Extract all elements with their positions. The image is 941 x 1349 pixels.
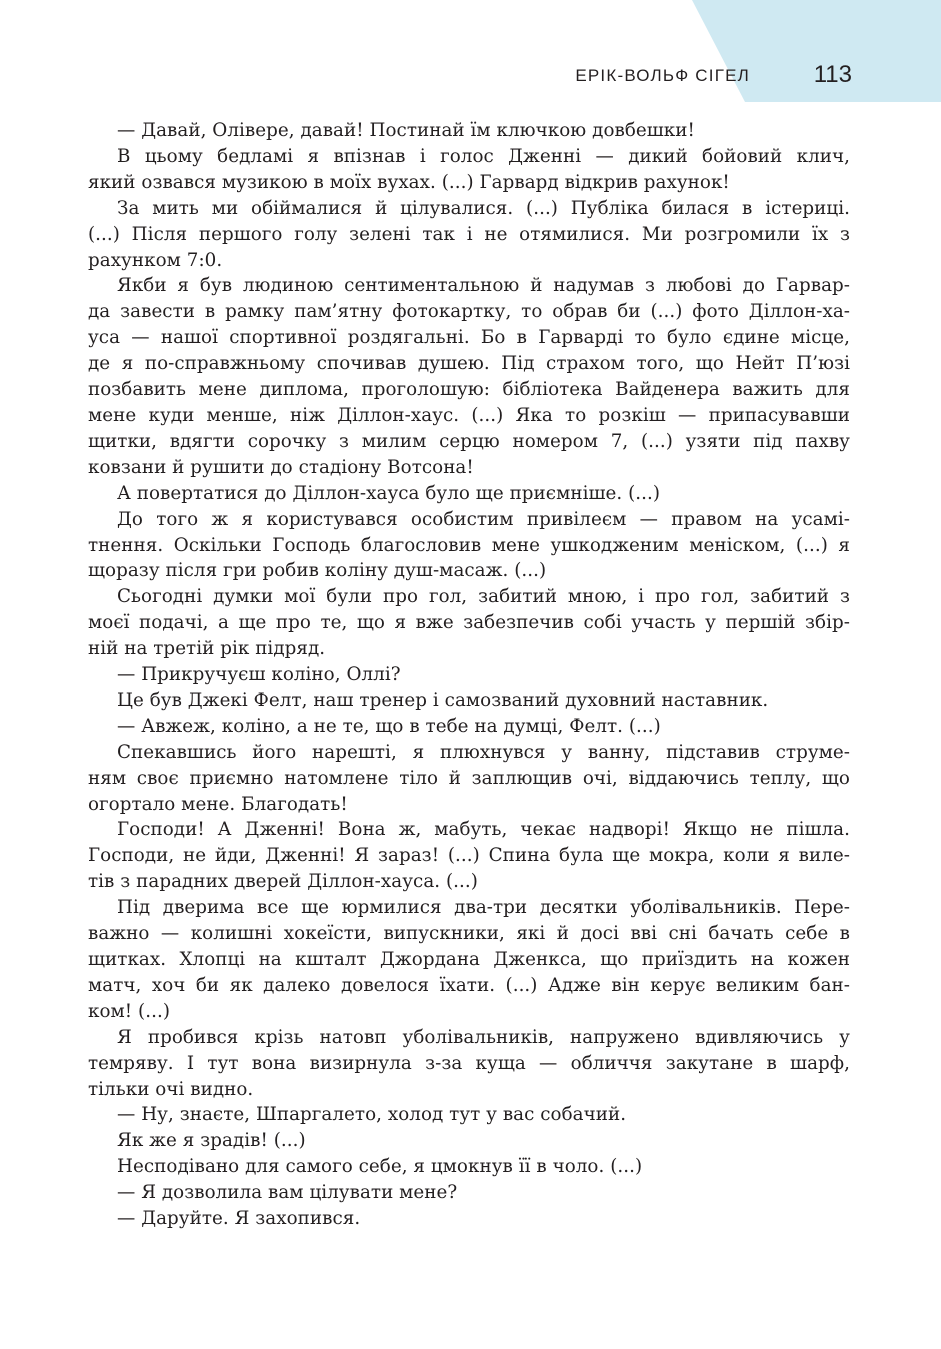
paragraph — [88, 273, 850, 480]
text-line: моєї подачі, а ще про те, що я вже забезпечив собі участь у першій збір- — [88, 612, 850, 634]
text-line: — Даруйте. Я захопився. — [117, 1208, 361, 1230]
text-line: уса — нашої спортивної роздягальні. Бо в Гарварді то було єдине місце, — [88, 327, 850, 349]
paragraph — [117, 481, 850, 507]
paragraph — [117, 1180, 850, 1206]
text-line: Господи, не йди, Дженні! Я зараз! (...) Спина була ще мокра, коли я вилe- — [88, 845, 850, 867]
text-line: — Я дозволила вам цілувати мене? — [117, 1182, 458, 1204]
text-line: — Авжеж, коліно, а не те, що в тебе на думці, Фелт. (...) — [117, 715, 661, 737]
text-line: тільки очі видно. — [88, 1078, 254, 1100]
paragraph — [117, 688, 850, 714]
page-number: 113 — [813, 61, 852, 88]
text-body — [88, 118, 850, 1232]
paragraph — [117, 1128, 850, 1154]
paragraph — [117, 118, 850, 144]
paragraph — [117, 1206, 850, 1232]
text-line: мене куди менше, ніж Діллон-хаус. (...) Яка то розкіш — припасувавши — [88, 404, 850, 426]
text-line: де я по-справжньому спочивав душею. Під страхом того, що Нейт П’юзі — [88, 353, 850, 375]
paragraph — [88, 740, 850, 818]
text-line: огортало мене. Благодать! — [88, 793, 348, 815]
paragraph — [88, 817, 850, 895]
text-line: щоразу після гри робив коліну душ-масаж. (...) — [88, 560, 547, 582]
text-line: Як же я зрадів! (...) — [117, 1130, 306, 1152]
text-line: В цьому бедламі я впізнав і голос Дженні — дикий бойовий клич, — [117, 145, 850, 167]
paragraph — [117, 1154, 850, 1180]
text-line: — Давай, Олівере, давай! Постинай їм ключкою довбешки! — [117, 120, 695, 141]
text-line: темряву. І тут вона визирнула з-за куща — обличчя закутане в шарф, — [88, 1052, 850, 1074]
text-line: матч, хоч би як далеко довелося їхати. (...) Адже він керує великим бан- — [88, 974, 850, 996]
paragraph — [88, 1025, 850, 1103]
text-line: Якби я був людиною сентиментальною й надумав з любові до Гарвар- — [117, 275, 850, 297]
text-line: Сьогодні думки мої були про гол, забитий мною, і про гол, забитий з — [117, 586, 850, 608]
paragraph — [117, 1102, 850, 1128]
paragraph — [117, 714, 850, 740]
paragraph — [88, 895, 850, 1025]
text-line: — Прикручуєш коліно, Оллі? — [117, 664, 401, 686]
text-line: Я пробився крізь натовп уболівальників, напружено вдивляючись у — [117, 1026, 850, 1048]
text-line: ням своє приємно натомлене тіло й заплющив очі, віддаючись теплу, що — [88, 767, 850, 789]
text-line: Спекавшись його нарешті, я плюхнувся у ванну, підставив струме- — [117, 741, 850, 763]
paragraph — [88, 196, 850, 274]
text-line: ній на третій рік підряд. — [88, 638, 326, 660]
paragraph — [88, 584, 850, 662]
text-line: (...) Після першого голу зелені так і не отямилися. Ми розгромили їх з — [88, 223, 850, 245]
text-line: да завести в рамку пам’ятну фотокартку, то обрав би (...) фото Діллон-ха- — [88, 301, 850, 323]
text-line: тів з парадних дверей Діллон-хауса. (...) — [88, 871, 478, 893]
text-line: важно — колишні хокеїсти, випускники, які й досі вві сні бачать себе в — [88, 923, 850, 945]
text-line: ком! (...) — [88, 1000, 171, 1022]
running-head: ЕРІК-ВОЛЬФ СІГЕЛ — [575, 66, 750, 85]
text-line: — Ну, знаєте, Шпаргалето, холод тут у вас собачий. — [117, 1104, 627, 1126]
paragraph — [88, 507, 850, 585]
text-line: тнення. Оскільки Господь благословив мене ушкодженим меніском, (...) я — [88, 534, 850, 556]
paragraph — [88, 144, 850, 196]
text-line: ковзани й рушити до стадіону Вотсона! — [88, 456, 474, 478]
header-corner-band — [0, 0, 941, 110]
text-line: позбавить мене диплома, проголошую: бібліотека Вайденера важить для — [88, 379, 850, 401]
text-line: Під дверима все ще юрмилися два-три десятки уболівальників. Пере- — [117, 897, 850, 919]
text-line: рахунком 7:0. — [88, 249, 223, 271]
text-line: щитки, вдягти сорочку з милим серцю номером 7, (...) узяти під пахву — [88, 430, 850, 452]
text-line: За мить ми обіймалися й цілувалися. (...) Публіка билася в істериці. — [117, 197, 850, 219]
text-line: щитках. Хлопці на кшталт Джордана Дженкса, що приїздить на кожен — [88, 949, 850, 970]
paragraph — [117, 662, 850, 688]
page-header — [575, 61, 852, 88]
text-line: Це був Джекі Фелт, наш тренер і самозваний духовний наставник. — [117, 689, 769, 711]
text-line: А повертатися до Діллон-хауса було ще приємніше. (...) — [117, 482, 661, 504]
text-line: Господи! А Дженні! Вона ж, мабуть, чекає надворі! Якщо не пішла. — [117, 819, 850, 841]
text-line: Несподівано для самого себе, я цмокнув її в чоло. (...) — [117, 1156, 643, 1178]
text-line: який озвався музикою в моїх вухах. (...) Гарвард відкрив рахунок! — [88, 171, 730, 193]
text-line: До того ж я користувався особистим привілеєм — правом на усамі- — [117, 508, 850, 530]
